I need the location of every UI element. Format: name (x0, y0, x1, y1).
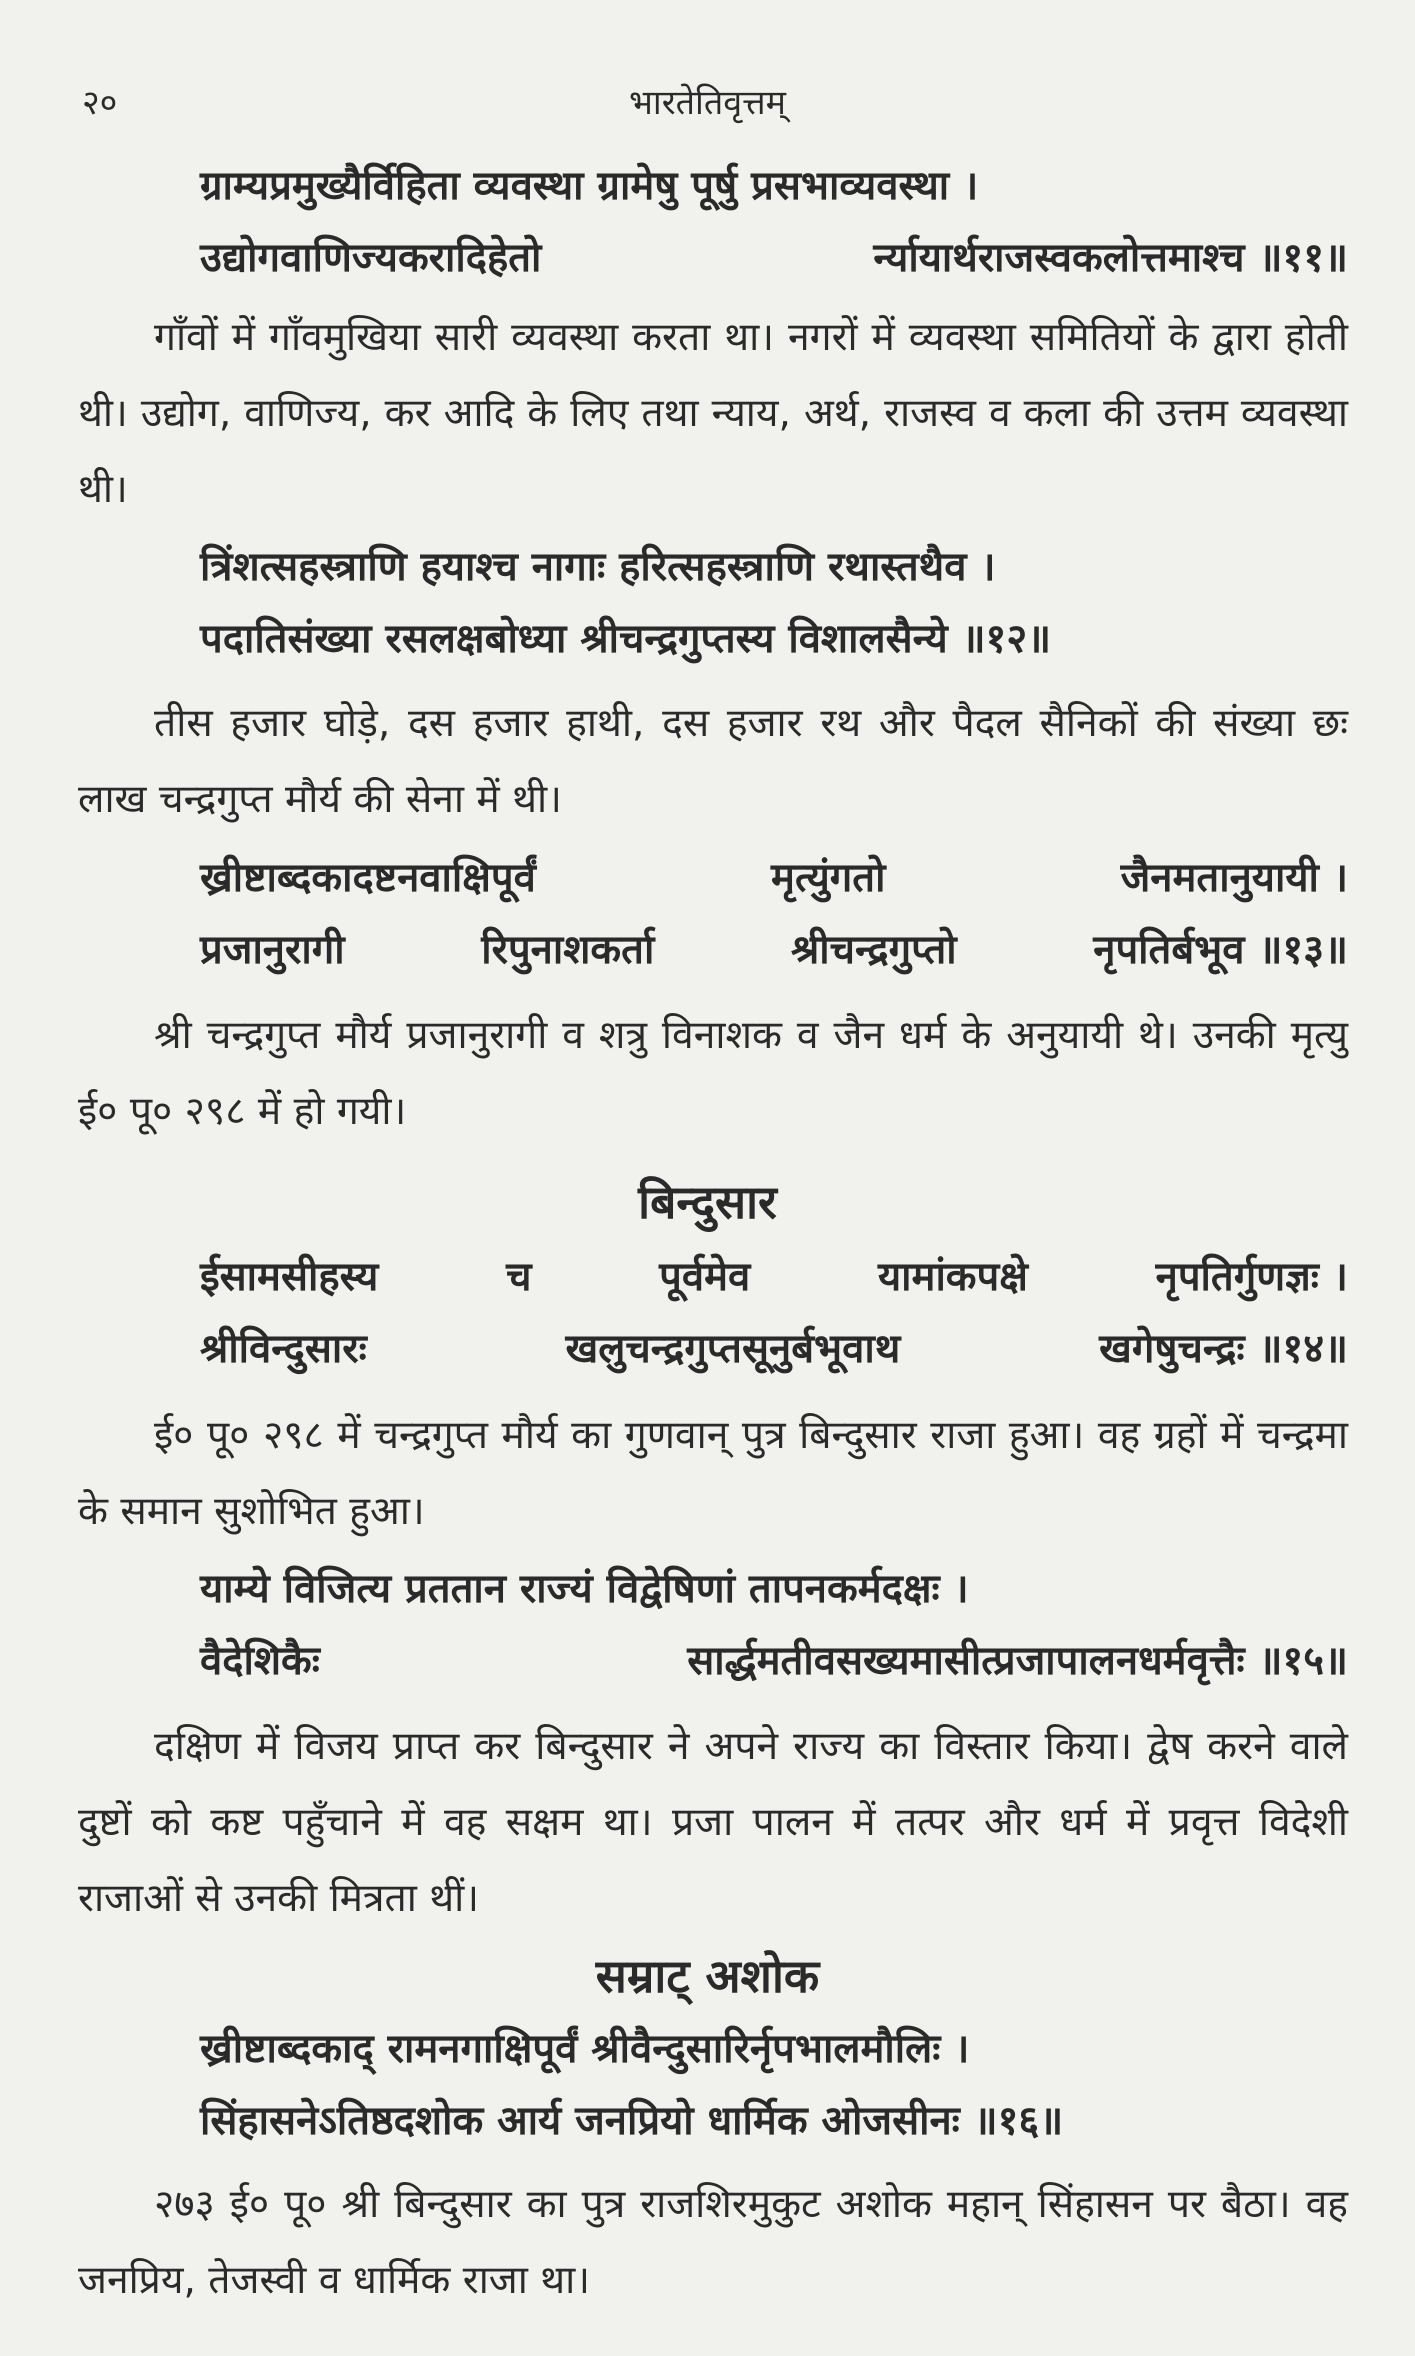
verse-text: जैनमतानुयायी । (1120, 855, 1348, 901)
verse-text: श्रीचन्द्रगुप्तो (790, 927, 957, 973)
verse-text: त्रिंशत्सहस्त्राणि हयाश्च नागाः हरित्सहस्त्राणि रथास्तथैव । (200, 544, 996, 590)
shloka-line (200, 914, 1348, 986)
translation-paragraph: ई० पू० २९८ में चन्द्रगुप्त मौर्य का गुणवान् पुत्र बिन्दुसार राजा हुआ। वह ग्रहों में चन्द्रमा के समान सुशोभित हुआ। (78, 1413, 1348, 1534)
verse-text: ख्रीष्टाब्दकाद् रामनगाक्षिपूर्वं श्रीवैन्दुसारिर्नृपभालमौलिः । (200, 2026, 970, 2072)
verse-text: वैदेशिकैः (200, 1638, 320, 1684)
section-heading-bindusar: बिन्दुसार (638, 1175, 777, 1229)
shloka-12 (200, 531, 1348, 675)
verse-text: पदातिसंख्या रसलक्षबोध्या श्रीचन्द्रगुप्तस्य विशालसैन्ये ॥१२॥ (200, 616, 1052, 662)
verse-text: याम्ये विजित्य प्रततान राज्यं विद्वेषिणां तापनकर्मदक्षः । (200, 1566, 969, 1612)
translation-paragraph: गाँवों में गाँवमुखिया सारी व्यवस्था करता था। नगरों में व्यवस्था समितियों के द्वारा होती थी। उद्योग, वाणिज्य, कर आदि के लिए तथा न्याय, अर्थ, राजस्व व कला की उत्तम व्यवस्था थी। (78, 315, 1348, 512)
shloka-line (200, 1625, 1348, 1697)
verse-text: उद्योगवाणिज्यकरादिहेतो (200, 235, 542, 281)
shloka-line (200, 2085, 1348, 2157)
shloka-16 (200, 2013, 1348, 2157)
verse-text: मृत्युंगतो (771, 855, 886, 901)
verse-text: खगेषुचन्द्रः ॥१४॥ (1099, 1326, 1348, 1372)
verse-text: सिंहासनेऽतिष्ठदशोक आर्य जनप्रियो धार्मिक ओजसीनः ॥१६॥ (200, 2098, 1064, 2144)
verse-text: ईसामसीहस्य (200, 1254, 379, 1300)
shloka-line (200, 1313, 1348, 1385)
verse-text: रिपुनाशकर्ता (481, 927, 655, 973)
section-heading-ashok: सम्राट् अशोक (595, 1949, 820, 2003)
verse-text: पूर्वमेव (659, 1254, 751, 1300)
verse-text: नृपतिर्बभूव ॥१३॥ (1093, 927, 1348, 973)
shloka-line (200, 1553, 1348, 1625)
shloka-line (200, 2013, 1348, 2085)
page-header (0, 78, 1415, 128)
shloka-line (200, 842, 1348, 914)
shloka-14 (200, 1241, 1348, 1385)
verse-text: सार्द्धमतीवसख्यमासीत्प्रजापालनधर्मवृत्तैः ॥१५॥ (687, 1638, 1348, 1684)
shloka-line (200, 531, 1348, 603)
shloka-line (200, 222, 1348, 294)
verse-text: यामांकपक्षे (877, 1254, 1028, 1300)
shloka-15 (200, 1553, 1348, 1697)
verse-text: ग्राम्यप्रमुख्यैर्विहिता व्यवस्था ग्रामेषु पूर्षु प्रसभाव्यवस्था । (200, 163, 979, 209)
verse-text: च (506, 1254, 532, 1300)
verse-text: प्रजानुरागी (200, 927, 345, 973)
shloka-line (200, 150, 1348, 222)
translation-paragraph: तीस हजार घोड़े, दस हजार हाथी, दस हजार रथ और पैदल सैनिकों की संख्या छः लाख चन्द्रगुप्त मौर्य की सेना में थी। (78, 701, 1348, 822)
translation-paragraph: श्री चन्द्रगुप्त मौर्य प्रजानुरागी व शत्रु विनाशक व जैन धर्म के अनुयायी थे। उनकी मृत्यु ई० पू० २९८ में हो गयी। (78, 1013, 1348, 1134)
translation-paragraph: दक्षिण में विजय प्राप्त कर बिन्दुसार ने अपने राज्य का विस्तार किया। द्वेष करने वाले दुष्टों को कष्ट पहुँचाने में वह सक्षम था। प्रजा पालन में तत्पर और धर्म में प्रवृत्त विदेशी राजाओं से उनकी मित्रता थीं। (78, 1724, 1348, 1921)
verse-text: ख्रीष्टाब्दकादष्टनवाक्षिपूर्वं (200, 855, 536, 901)
verse-text: खलुचन्द्रगुप्तसूनुर्बभूवाथ (565, 1326, 901, 1372)
shloka-11 (200, 150, 1348, 294)
verse-text: र्न्यायार्थराजस्वकलोत्तमाश्च ॥११॥ (873, 235, 1348, 281)
running-title: भारतेतिवृत्तम् (629, 83, 786, 123)
shloka-13 (200, 842, 1348, 986)
shloka-line (200, 1241, 1348, 1313)
verse-text: श्रीविन्दुसारः (200, 1326, 367, 1372)
verse-text: नृपतिर्गुणज्ञः । (1155, 1254, 1348, 1300)
shloka-line (200, 603, 1348, 675)
translation-paragraph: २७३ ई० पू० श्री बिन्दुसार का पुत्र राजशिरमुकुट अशोक महान् सिंहासन पर बैठा। वह जनप्रिय, तेजस्वी व धार्मिक राजा था। (78, 2182, 1348, 2303)
page-number: २० (82, 83, 118, 123)
